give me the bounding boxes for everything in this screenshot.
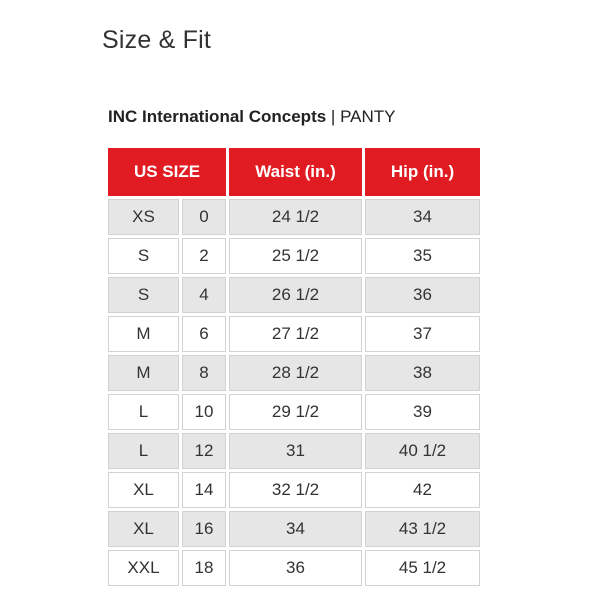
cell-hip: 45 1/2 <box>365 550 480 586</box>
table-row <box>108 472 480 508</box>
table-header-row <box>108 148 480 196</box>
cell-size-number: 10 <box>182 394 226 430</box>
product-category: PANTY <box>340 107 396 126</box>
cell-size-number: 6 <box>182 316 226 352</box>
cell-waist: 28 1/2 <box>229 355 362 391</box>
cell-waist: 31 <box>229 433 362 469</box>
header-hip: Hip (in.) <box>365 148 480 196</box>
cell-hip: 42 <box>365 472 480 508</box>
cell-waist: 36 <box>229 550 362 586</box>
cell-size-letter: L <box>108 394 179 430</box>
cell-waist: 34 <box>229 511 362 547</box>
brand-name: INC International Concepts <box>108 107 327 126</box>
cell-waist: 26 1/2 <box>229 277 362 313</box>
cell-size-letter: L <box>108 433 179 469</box>
product-subtitle <box>108 107 396 127</box>
size-chart-table <box>105 145 483 589</box>
cell-size-letter: M <box>108 316 179 352</box>
cell-hip: 34 <box>365 199 480 235</box>
cell-size-number: 18 <box>182 550 226 586</box>
table-row <box>108 316 480 352</box>
header-waist: Waist (in.) <box>229 148 362 196</box>
cell-waist: 27 1/2 <box>229 316 362 352</box>
table-row <box>108 199 480 235</box>
table-row <box>108 433 480 469</box>
cell-size-number: 2 <box>182 238 226 274</box>
cell-size-letter: XL <box>108 472 179 508</box>
table-row <box>108 277 480 313</box>
cell-size-letter: XXL <box>108 550 179 586</box>
cell-hip: 37 <box>365 316 480 352</box>
table-row <box>108 511 480 547</box>
subtitle-separator: | <box>330 107 336 126</box>
cell-size-letter: S <box>108 277 179 313</box>
cell-size-number: 12 <box>182 433 226 469</box>
table-row <box>108 355 480 391</box>
cell-size-letter: M <box>108 355 179 391</box>
cell-waist: 29 1/2 <box>229 394 362 430</box>
cell-waist: 24 1/2 <box>229 199 362 235</box>
cell-size-number: 0 <box>182 199 226 235</box>
cell-size-letter: XS <box>108 199 179 235</box>
table-row <box>108 238 480 274</box>
header-us-size: US SIZE <box>108 148 226 196</box>
cell-size-number: 14 <box>182 472 226 508</box>
cell-size-number: 4 <box>182 277 226 313</box>
cell-size-number: 8 <box>182 355 226 391</box>
cell-hip: 35 <box>365 238 480 274</box>
cell-hip: 39 <box>365 394 480 430</box>
cell-size-letter: S <box>108 238 179 274</box>
cell-size-number: 16 <box>182 511 226 547</box>
table-row <box>108 394 480 430</box>
cell-size-letter: XL <box>108 511 179 547</box>
cell-hip: 43 1/2 <box>365 511 480 547</box>
cell-hip: 40 1/2 <box>365 433 480 469</box>
table-body <box>108 199 480 586</box>
cell-waist: 32 1/2 <box>229 472 362 508</box>
cell-hip: 36 <box>365 277 480 313</box>
cell-waist: 25 1/2 <box>229 238 362 274</box>
cell-hip: 38 <box>365 355 480 391</box>
page-title: Size & Fit <box>102 26 211 54</box>
table-row <box>108 550 480 586</box>
